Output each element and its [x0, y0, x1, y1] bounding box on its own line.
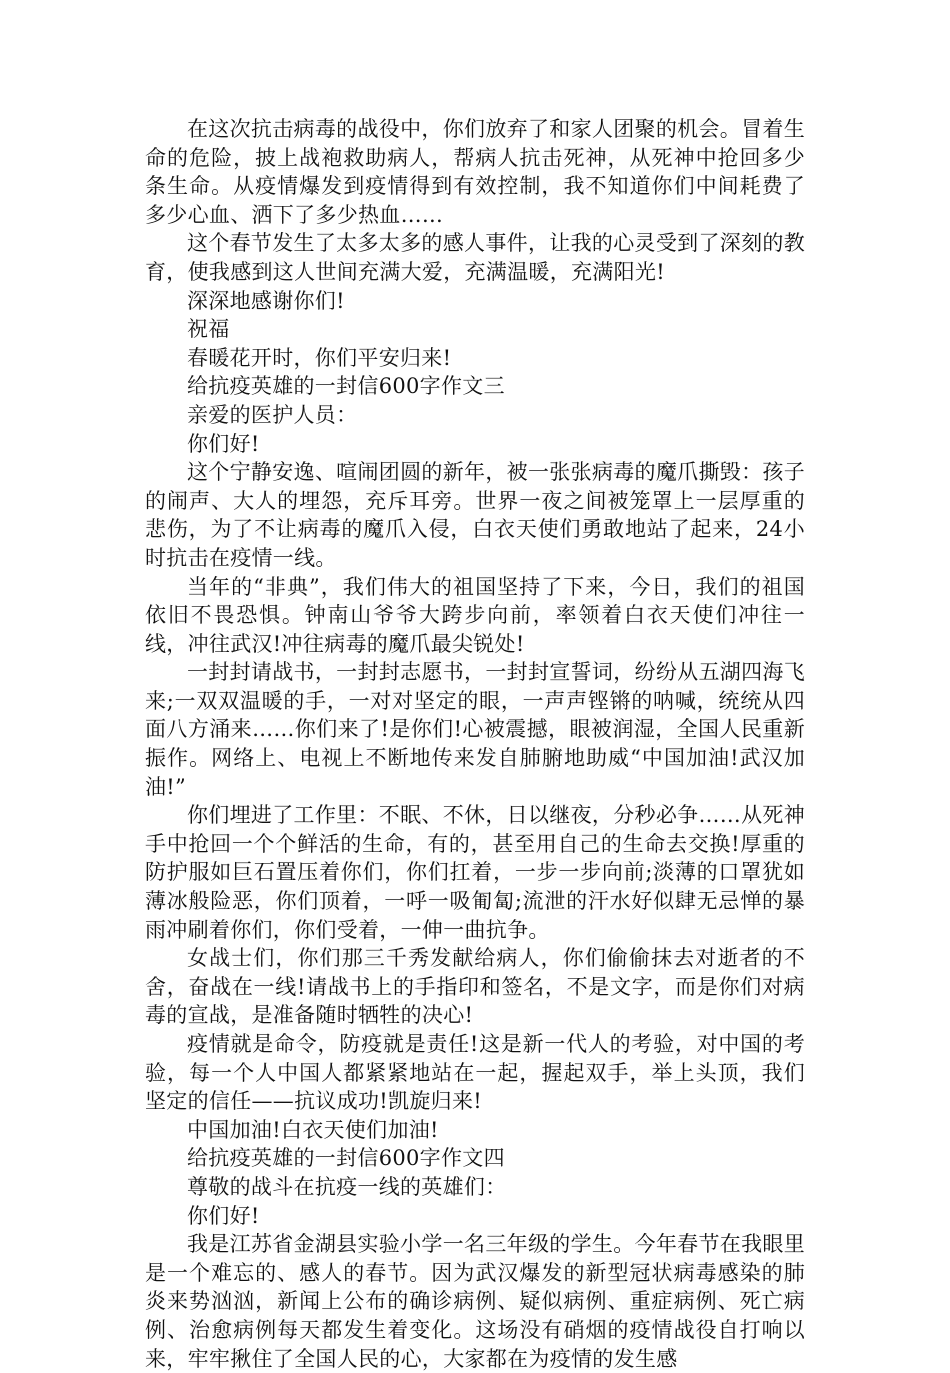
paragraph: 我是江苏省金湖县实验小学一名三年级的学生。今年春节在我眼里是一个难忘的、感人的春节。因为武汉爆发的新型冠状病毒感染的肺炎来势汹汹，新闻上公布的确诊病例、疑似病例、重症病例、死亡病例、治愈病例每天都发生着变化。这场没有硝烟的疫情战役自打响以来，牢牢揪住了全国人民的心，大家都在为疫情的发生感 — [145, 1232, 805, 1371]
salutation: 亲爱的医护人员： — [187, 402, 358, 427]
paragraph: 这个春节发生了太多太多的感人事件，让我的心灵受到了深刻的教育，使我感到这人世间充满大爱，充满温暖，充满阳光! — [145, 231, 805, 284]
paragraph: 一封封请战书，一封封志愿书，一封封宣誓词，纷纷从五湖四海飞来;一双双温暖的手，一对对坚定的眼，一声声铿锵的呐喊，统统从四面八方涌来……你们来了!是你们!心被震撼，眼被润湿，全国人民重新振作。网络上、电视上不断地传来发自肺腑地助威“中国加油!武汉加油!” — [145, 660, 805, 799]
paragraph: 深深地感谢你们! — [187, 288, 345, 313]
paragraph: 春暖花开时，你们平安归来! — [187, 345, 452, 370]
document-body — [145, 115, 805, 1373]
paragraph: 你们埋进了工作里：不眠、不休，日以继夜，分秒必争……从死神手中抢回一个个鲜活的生命，有的，甚至用自己的生命去交换!厚重的防护服如巨石置压着你们，你们扛着，一步一步向前;淡薄的口罩犹如薄冰般险恶，你们顶着，一呼一吸匍匐;流泄的汗水好似肆无忌惮的暴雨冲刷着你们，你们受着，一伸一曲抗争。 — [145, 803, 805, 942]
paragraph: 中国加油!白衣天使们加油! — [187, 1117, 439, 1142]
paragraph: 疫情就是命令，防疫就是责任!这是新一代人的考验，对中国的考验，每一个人中国人都紧紧地站在一起，握起双手，举上头顶，我们坚定的信任——抗议成功!凯旋归来! — [145, 1032, 805, 1114]
greeting: 你们好! — [187, 1203, 260, 1228]
section-heading: 给抗疫英雄的一封信600字作文三 — [187, 374, 505, 399]
paragraph: 在这次抗击病毒的战役中，你们放弃了和家人团聚的机会。冒着生命的危险，披上战袍救助病人，帮病人抗击死神，从死神中抢回多少条生命。从疫情爆发到疫情得到有效控制，我不知道你们中间耗费了多少心血、洒下了多少热血…… — [145, 117, 805, 227]
greeting: 你们好! — [187, 431, 260, 456]
paragraph: 女战士们，你们那三千秀发献给病人，你们偷偷抹去对逝者的不舍，奋战在一线!请战书上的手指印和签名，不是文字，而是你们对病毒的宣战，是准备随时牺牲的决心! — [145, 946, 805, 1028]
salutation: 尊敬的战斗在抗疫一线的英雄们： — [187, 1174, 507, 1199]
paragraph: 这个宁静安逸、喧闹团圆的新年，被一张张病毒的魔爪撕毁：孩子的闹声、大人的埋怨，充斥耳旁。世界一夜之间被笼罩上一层厚重的悲伤，为了不让病毒的魔爪入侵，白衣天使们勇敢地站了起来，24小时抗击在疫情一线。 — [145, 460, 805, 570]
section-heading: 给抗疫英雄的一封信600字作文四 — [187, 1146, 505, 1171]
paragraph: 祝福 — [187, 317, 230, 342]
paragraph: 当年的“非典”，我们伟大的祖国坚持了下来，今日，我们的祖国依旧不畏恐惧。钟南山爷爷大跨步向前，率领着白衣天使们冲往一线，冲往武汉!冲往病毒的魔爪最尖锐处! — [145, 574, 805, 656]
